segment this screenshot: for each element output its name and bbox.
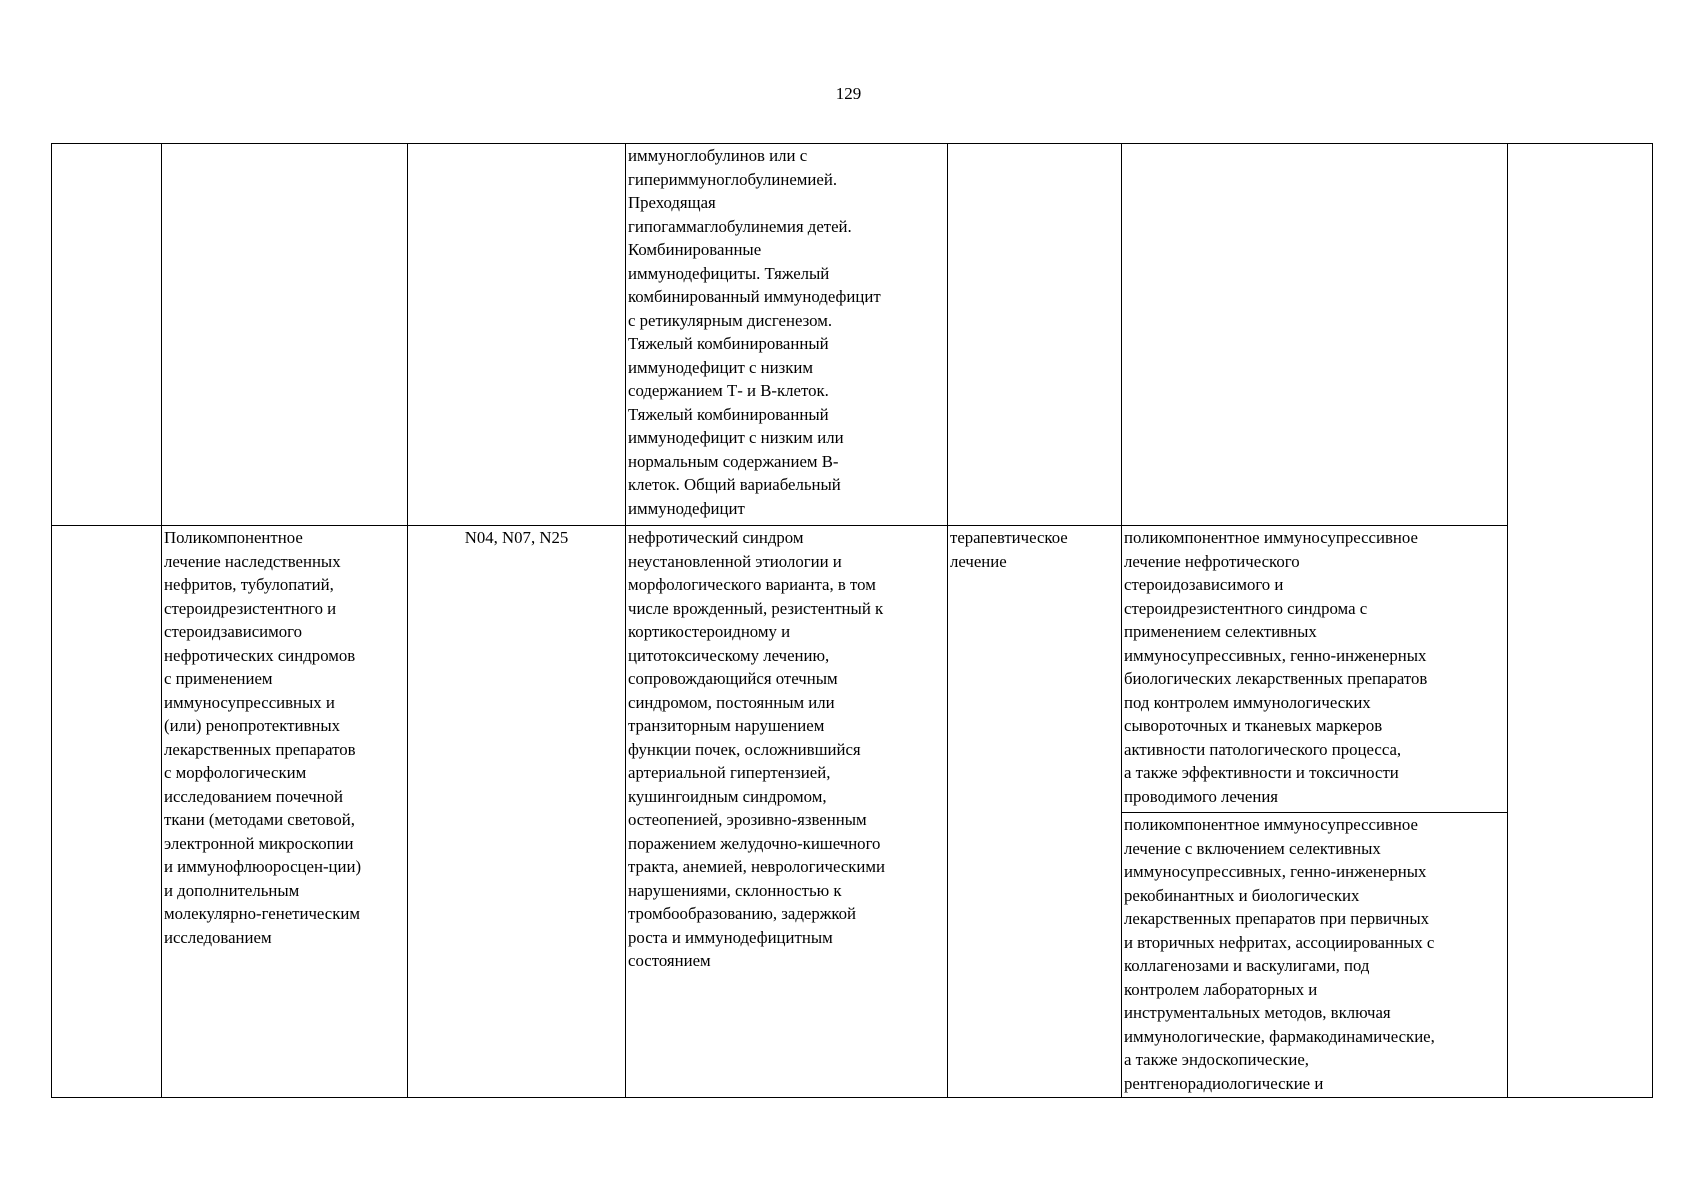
table-cell-cost <box>1508 144 1653 1098</box>
page-number: 129 <box>835 84 862 103</box>
document-table <box>51 143 1653 1098</box>
table-row <box>52 526 1653 813</box>
table-cell-number <box>52 526 162 1098</box>
table-cell-care-type: Поликомпонентное лечение наследственных нефритов, тубулопатий, стероидрезистентного и стероидзависимого нефротических синдромов с применением иммуносупрессивных и (или) ренопротективных лекарственных препаратов с морфологическим исследованием почечной ткани (методами световой, электронной микроскопии и иммунофлюоросцен-ции) и дополнительным молекулярно-генетическим исследованием <box>162 526 408 1098</box>
table-cell-treatment-method: поликомпонентное иммуносупрессивное лечение с включением селективных иммуносупрессивных, генно-инженерных рекобинантных и биологических лекарственных препаратов при первичных и вторичных нефритах, ассоциированных с коллагенозами и васкулигами, под контролем лабораторных и инструментальных методов, включая иммунологические, фармакодинамические, а также эндоскопические, рентгенорадиологические и <box>1122 813 1508 1098</box>
table-cell-icd-codes <box>408 144 626 526</box>
table-cell-icd-codes: N04, N07, N25 <box>408 526 626 1098</box>
table-cell-treatment-method: поликомпонентное иммуносупрессивное лечение нефротического стероидозависимого и стероидрезистентного синдрома с применением селективных иммуносупрессивных, генно-инженерных биологических лекарственных препаратов под контролем иммунологических сывороточных и тканевых маркеров активности патологического процесса, а также эффективности и токсичности проводимого лечения <box>1122 526 1508 813</box>
table-cell-patient-model: иммуноглобулинов или с гипериммуноглобулинемией. Преходящая гипогаммаглобулинемия детей. Комбинированные иммунодефициты. Тяжелый комбинированный иммунодефицит с ретикулярным дисгенезом. Тяжелый комбинированный иммунодефицит с низким содержанием Т- и В-клеток. Тяжелый комбинированный иммунодефицит с низким или нормальным содержанием В- клеток. Общий вариабельный иммунодефицит <box>626 144 948 526</box>
table-cell-treatment-type: терапевтическое лечение <box>948 526 1122 1098</box>
table-cell-treatment-type <box>948 144 1122 526</box>
table-cell-number <box>52 144 162 526</box>
table-cell-care-type <box>162 144 408 526</box>
table-cell-patient-model: нефротический синдром неустановленной этиологии и морфологического варианта, в том числе врожденный, резистентный к кортикостероидному и цитотоксическому лечению, сопровождающийся отечным синдромом, постоянным или транзиторным нарушением функции почек, осложнившийся артериальной гипертензией, кушингоидным синдромом, остеопенией, эрозивно-язвенным поражением желудочно-кишечного тракта, анемией, неврологическими нарушениями, склонностью к тромбообразованию, задержкой роста и иммунодефицитным состоянием <box>626 526 948 1098</box>
table-row <box>52 144 1653 526</box>
table-cell-treatment-method <box>1122 144 1508 526</box>
